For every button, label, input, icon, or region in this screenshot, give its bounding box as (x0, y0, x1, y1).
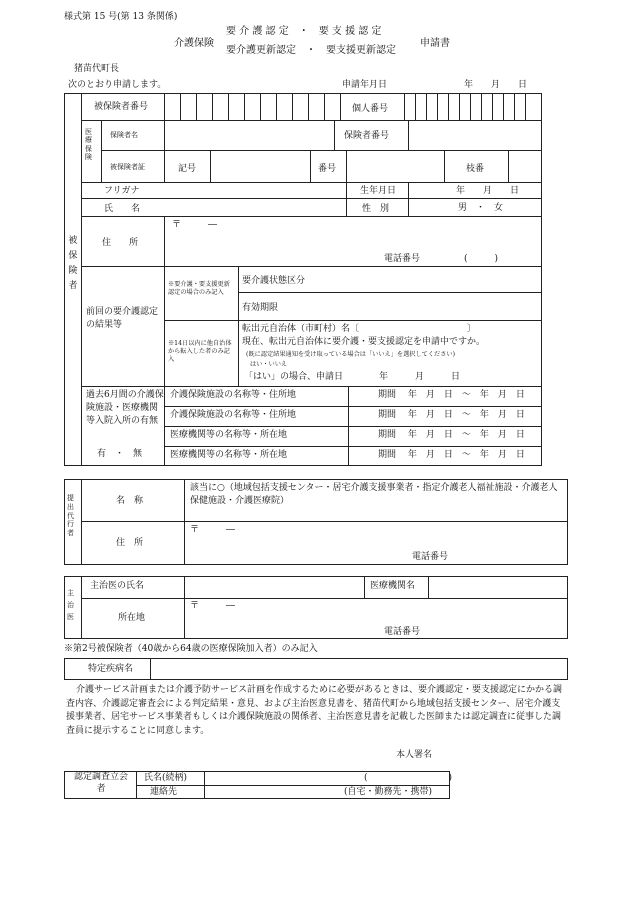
address-phone-paren: ( ) (464, 254, 499, 264)
origin-label: 転出元自治体（市町村）名〔 〕 (242, 324, 477, 334)
doctor-postal: 〒 ― (190, 601, 236, 611)
furigana-label: フリガナ (104, 186, 140, 196)
doctor-side-label: 主治医 (67, 589, 74, 621)
disease-label: 特定疾病名 (88, 664, 134, 674)
personal-number-label: 個人番号 (352, 104, 389, 114)
birth-label: 生年月日 (360, 186, 397, 196)
branch-label: 枝番 (466, 164, 485, 174)
witness-name-label: 氏名(続柄) (144, 773, 188, 783)
date-blank: 年 月 日 (464, 80, 528, 90)
witness-contact-label: 連絡先 (150, 787, 178, 797)
certificate-label: 被保険者証 (110, 163, 145, 171)
valid-label: 有効期限 (242, 303, 279, 313)
address-phone-label: 電話番号 (384, 254, 421, 264)
facility-period: 期間 年 月 日 ～ 年 月 日 (378, 430, 525, 440)
doctor-name-label: 主治医の氏名 (90, 581, 145, 591)
facility-row: 医療機関等の名称等・所在地 (170, 430, 288, 440)
yesno-options[interactable]: はい・いいえ (250, 361, 288, 368)
form-number: 様式第 15 号(第 13 条関係) (64, 12, 178, 22)
title-line-1: 要 介 護 認 定 ・ 要 支 援 認 定 (226, 26, 382, 37)
facility-period: 期間 年 月 日 ～ 年 月 日 (378, 450, 525, 460)
witness-name-paren: ( ) (364, 773, 453, 783)
previous-label: 前回の要介護認定の結果等 (86, 307, 159, 330)
consent-text: 介護サービス計画または介護予防サービス計画を作成するために必要があるときは、要介護認定・要支援認定にかかる調査内容、介護認定審査会による判定結果・意見、および主治医意見書を、猪苗代町から地域包括支援センター、居宅介護支援事業者、居宅サービス事業者もしくは介護保険施設の関係者、主治医意見書を記載した医師または認定調査に従事した調査員に提示することに同意します。 (66, 685, 563, 736)
witness-contact-options: (自宅・勤務先・携帯) (344, 787, 433, 797)
institution-label: 医療機関名 (370, 581, 416, 591)
no-label: 番号 (318, 164, 337, 174)
proxy-phone-label: 電話番号 (412, 552, 449, 562)
facility-row: 介護保険施設の名称等・住所地 (170, 410, 297, 420)
insurance-label: 介護保険 (174, 38, 214, 49)
facility-label: 過去6月間の介護保険施設・医療機関等入院入所の有無 (86, 390, 164, 427)
facility-period: 期間 年 月 日 ～ 年 月 日 (378, 410, 525, 420)
facility-period: 期間 年 月 日 ～ 年 月 日 (378, 390, 525, 400)
sex-label: 性 別 (362, 204, 390, 214)
title-line-2: 要介護更新認定 ・ 要支援更新認定 (226, 45, 396, 56)
proxy-postal: 〒 ― (190, 525, 236, 535)
insured-side-label: 被保険者 (66, 235, 77, 295)
hint-text: (既に認定結果通知を受け取っている場合は「いいえ」を選択してください) (246, 351, 456, 358)
proxy-address-label: 住 所 (116, 538, 144, 548)
facility-row: 医療機関等の名称等・所在地 (170, 450, 288, 460)
symbol-label: 記号 (178, 164, 197, 174)
facility-row: 介護保険施設の名称等・住所地 (170, 390, 297, 400)
disease-table (64, 658, 568, 680)
insurer-number-label: 保険者番号 (344, 131, 390, 141)
intro-text: 次のとおり申請します。 (68, 80, 167, 90)
renew-note: ※要介護・要支援更新認定の場合のみ記入 (168, 281, 230, 297)
address-label: 住 所 (102, 238, 139, 248)
status-label: 要介護状態区分 (242, 276, 306, 286)
proxy-side-label: 提出代行者 (67, 494, 74, 537)
witness-label: 認定調査立会者 (73, 772, 128, 794)
insured-number-label: 被保険者番号 (94, 102, 149, 112)
birth-blank: 年 月 日 (456, 186, 520, 196)
name-label: 氏 名 (104, 204, 141, 214)
question-text: 現在、転出元自治体に要介護・要支援認定を申請中ですか。 (242, 337, 486, 347)
insurer-name-label: 保険者名 (110, 131, 138, 139)
date-label: 申請年月日 (342, 80, 388, 90)
proxy-name-label: 名 称 (116, 496, 144, 506)
facility-yes-no[interactable]: 有 ・ 無 (97, 449, 143, 459)
doctor-location-label: 所在地 (118, 613, 146, 623)
address-postal: 〒 ― (172, 220, 218, 230)
proxy-description: 該当に○（地域包括支援センター・居宅介護支援事業者・指定介護老人福祉施設・介護老人保健施設・介護医療院） (190, 483, 558, 507)
disease-note: ※第2号被保険者（40歳から64歳の医療保険加入者）のみ記入 (64, 644, 318, 654)
medical-side-label: 医療保険 (85, 128, 92, 162)
if-yes-date: 「はい」の場合、申請日 年 月 日 (244, 372, 461, 382)
addressee: 猪苗代町長 (74, 64, 120, 74)
doctor-phone-label: 電話番号 (384, 627, 421, 637)
request-label: 申請書 (420, 38, 450, 49)
signature-label: 本人署名 (396, 750, 433, 760)
transfer-note: ※14日以内に他自治体から転入した者のみ記入 (168, 340, 232, 364)
sex-options[interactable]: 男 ・ 女 (458, 203, 504, 213)
